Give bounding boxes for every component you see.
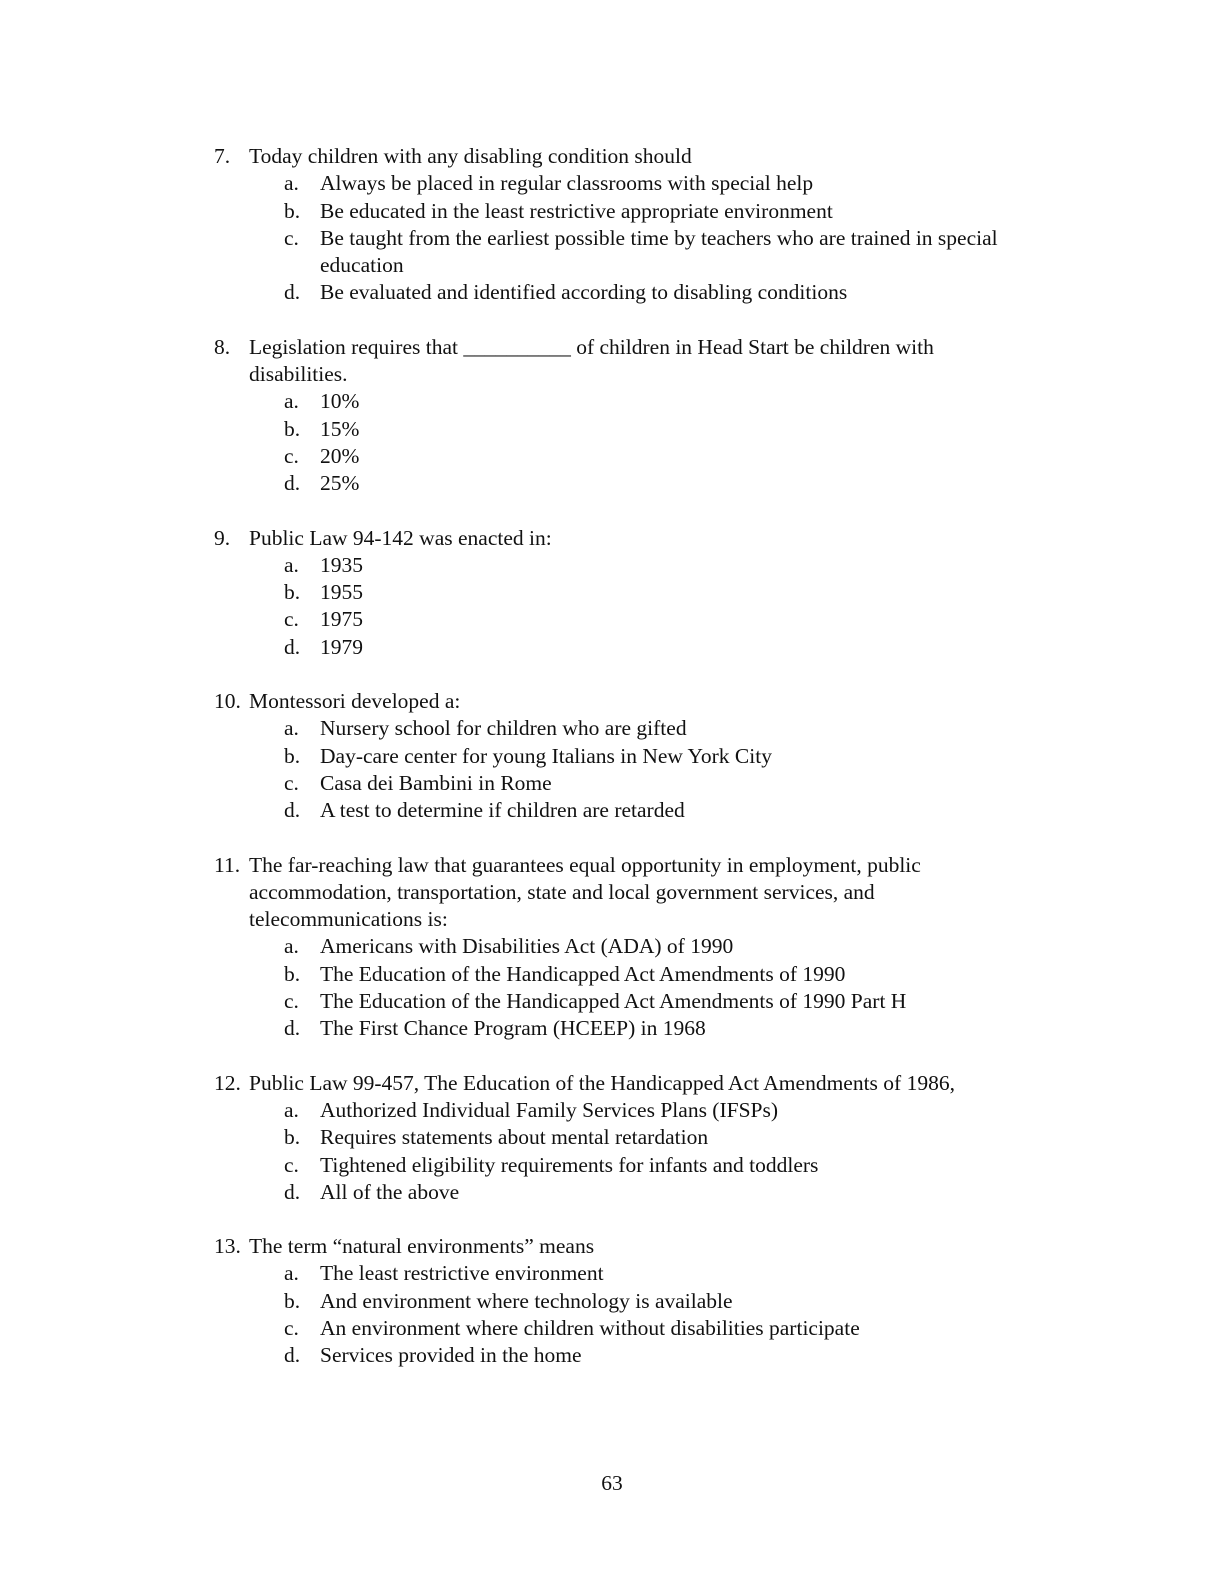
answer-option-c xyxy=(214,770,1014,797)
option-text: 1935 xyxy=(320,552,363,577)
question-7 xyxy=(214,143,1014,307)
question-text: Legislation requires that __________ of children in Head Start be children with disabilities. xyxy=(249,334,934,387)
option-text: All of the above xyxy=(320,1179,460,1204)
option-text: Be taught from the earliest possible time by teachers who are trained in special education xyxy=(320,225,998,278)
answer-option-c xyxy=(214,225,1014,280)
answer-options xyxy=(214,1260,1014,1369)
answer-option-c xyxy=(214,443,1014,470)
question-stem xyxy=(214,852,1014,934)
option-letter: a. xyxy=(284,171,299,196)
option-text: The Education of the Handicapped Act Amendments of 1990 Part H xyxy=(320,989,907,1014)
question-stem xyxy=(214,143,1014,170)
answer-option-d xyxy=(214,1015,1014,1042)
option-text: 20% xyxy=(320,443,360,468)
question-text: Today children with any disabling condition should xyxy=(249,144,692,168)
option-text: Tightened eligibility requirements for infants and toddlers xyxy=(320,1152,819,1177)
option-letter: c. xyxy=(284,225,299,250)
answer-option-b xyxy=(214,1288,1014,1315)
question-number: 8. xyxy=(214,334,231,359)
option-text: The least restrictive environment xyxy=(320,1261,604,1286)
question-9 xyxy=(214,525,1014,661)
answer-option-a xyxy=(214,715,1014,742)
option-text: 1979 xyxy=(320,634,363,659)
answer-option-b xyxy=(214,743,1014,770)
answer-option-b xyxy=(214,1124,1014,1151)
question-text: The far-reaching law that guarantees equal opportunity in employment, public accommodation, transportation, state and local government services, and telecommunications is: xyxy=(249,852,921,932)
option-letter: c. xyxy=(284,607,299,632)
question-stem xyxy=(214,1070,1014,1097)
option-text: The First Chance Program (HCEEP) in 1968 xyxy=(320,1016,706,1041)
answer-option-c xyxy=(214,1315,1014,1342)
option-letter: c. xyxy=(284,443,299,468)
option-text: A test to determine if children are retarded xyxy=(320,798,685,823)
option-letter: a. xyxy=(284,1261,299,1286)
option-text: 1975 xyxy=(320,607,363,632)
option-text: 25% xyxy=(320,471,360,496)
answer-option-a xyxy=(214,933,1014,960)
answer-option-b xyxy=(214,961,1014,988)
option-letter: c. xyxy=(284,1315,299,1340)
option-letter: a. xyxy=(284,716,299,741)
question-stem xyxy=(214,525,1014,552)
answer-options xyxy=(214,1097,1014,1206)
option-text: 15% xyxy=(320,416,360,441)
answer-option-d xyxy=(214,1179,1014,1206)
answer-options xyxy=(214,933,1014,1042)
question-number: 11. xyxy=(214,852,241,877)
question-number: 13. xyxy=(214,1234,241,1259)
question-number: 12. xyxy=(214,1070,241,1095)
question-text: Montessori developed a: xyxy=(249,689,461,714)
option-text: Requires statements about mental retardation xyxy=(320,1125,709,1150)
option-text: And environment where technology is available xyxy=(320,1288,733,1313)
option-letter: a. xyxy=(284,934,299,959)
option-letter: b. xyxy=(284,198,301,223)
question-text: Public Law 99-457, The Education of the Handicapped Act Amendments of 1986, xyxy=(249,1070,955,1095)
answer-option-b xyxy=(214,416,1014,443)
answer-option-c xyxy=(214,988,1014,1015)
answer-option-c xyxy=(214,1152,1014,1179)
option-text: 1955 xyxy=(320,580,363,605)
option-text: Authorized Individual Family Services Plans (IFSPs) xyxy=(320,1097,779,1122)
option-text: An environment where children without disabilities participate xyxy=(320,1315,860,1340)
option-letter: c. xyxy=(284,1152,299,1177)
question-number: 7. xyxy=(214,144,231,168)
option-letter: b. xyxy=(284,1125,301,1150)
option-letter: a. xyxy=(284,552,299,577)
answer-options xyxy=(214,552,1014,661)
option-text: Always be placed in regular classrooms with special help xyxy=(320,171,814,196)
answer-option-a xyxy=(214,1260,1014,1287)
answer-options xyxy=(214,715,1014,824)
question-stem xyxy=(214,688,1014,715)
option-text: The Education of the Handicapped Act Amendments of 1990 xyxy=(320,961,846,986)
option-letter: b. xyxy=(284,580,301,605)
option-text: Be evaluated and identified according to disabling conditions xyxy=(320,280,848,305)
option-letter: d. xyxy=(284,798,301,823)
option-text: Casa dei Bambini in Rome xyxy=(320,770,552,795)
option-letter: d. xyxy=(284,280,301,305)
question-stem xyxy=(214,1233,1014,1260)
question-text: The term “natural environments” means xyxy=(249,1234,595,1259)
option-letter: b. xyxy=(284,1288,301,1313)
question-number: 10. xyxy=(214,689,241,714)
answer-option-d xyxy=(214,634,1014,661)
answer-option-a xyxy=(214,1097,1014,1124)
option-letter: d. xyxy=(284,1343,301,1368)
question-number: 9. xyxy=(214,525,231,550)
answer-options xyxy=(214,388,1014,497)
question-stem xyxy=(214,334,1014,389)
option-letter: b. xyxy=(284,743,301,768)
option-text: Be educated in the least restrictive appropriate environment xyxy=(320,198,833,223)
option-letter: d. xyxy=(284,1016,301,1041)
answer-option-d xyxy=(214,1342,1014,1369)
option-text: Day-care center for young Italians in New York City xyxy=(320,743,772,768)
page-number: 63 xyxy=(601,1471,623,1495)
option-letter: a. xyxy=(284,1097,299,1122)
option-letter: a. xyxy=(284,389,299,414)
answer-options xyxy=(214,170,1014,306)
option-letter: d. xyxy=(284,471,301,496)
answer-option-d xyxy=(214,470,1014,497)
option-text: Services provided in the home xyxy=(320,1343,582,1368)
answer-option-d xyxy=(214,279,1014,306)
question-8 xyxy=(214,334,1014,498)
answer-option-b xyxy=(214,198,1014,225)
question-11 xyxy=(214,852,1014,1043)
question-text: Public Law 94-142 was enacted in: xyxy=(249,525,552,550)
option-letter: c. xyxy=(284,770,299,795)
question-13 xyxy=(214,1233,1014,1369)
answer-option-b xyxy=(214,579,1014,606)
answer-option-a xyxy=(214,170,1014,197)
option-letter: b. xyxy=(284,416,301,441)
answer-option-c xyxy=(214,606,1014,633)
question-10 xyxy=(214,688,1014,824)
question-list xyxy=(214,143,1014,1397)
answer-option-a xyxy=(214,388,1014,415)
option-text: Americans with Disabilities Act (ADA) of 1990 xyxy=(320,934,734,959)
question-12 xyxy=(214,1070,1014,1206)
option-text: 10% xyxy=(320,389,360,414)
option-letter: b. xyxy=(284,961,301,986)
answer-option-d xyxy=(214,797,1014,824)
option-letter: c. xyxy=(284,989,299,1014)
option-text: Nursery school for children who are gifted xyxy=(320,716,687,741)
option-letter: d. xyxy=(284,1179,301,1204)
answer-option-a xyxy=(214,552,1014,579)
option-letter: d. xyxy=(284,634,301,659)
